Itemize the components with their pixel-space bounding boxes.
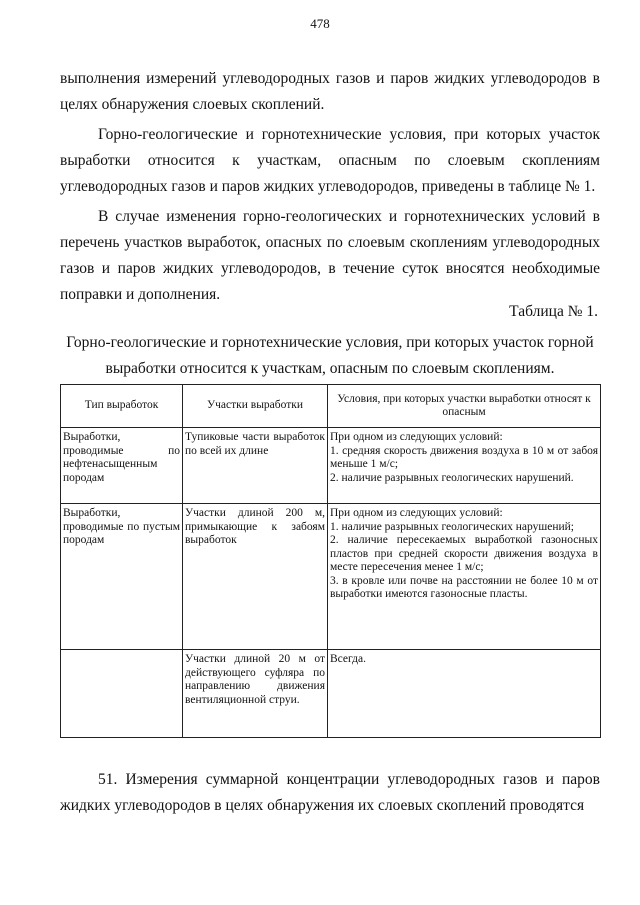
table-row: [61, 650, 601, 738]
paragraph-2: Горно-геологические и горнотехнические условия, при которых участок выработки относится к участкам, опасным по слоевым скоплениям углеводородных газов и паров жидких углеводородов, приведены в таблице № 1.: [60, 126, 600, 195]
condition-line: При одном из следующих условий:: [330, 507, 503, 519]
cell-type: [61, 650, 183, 738]
table-header-row: [61, 385, 601, 428]
cell-conditions: [328, 428, 601, 504]
table-title: Горно-геологические и горнотехнические условия, при которых участок горной выработки относится к участкам, опасным по слоевым скоплениям.: [66, 334, 594, 377]
condition-line: 1. средняя скорость движения воздуха в 10 м от забоя меньше 1 м/с;: [330, 444, 598, 470]
cell-conditions: [328, 504, 601, 650]
cell-conditions: [328, 650, 601, 738]
cell-section: Тупиковые части выработок по всей их длине: [183, 428, 328, 504]
condition-line: 1. наличие разрывных геологических нарушений;: [330, 520, 574, 533]
condition-line: 2. наличие разрывных геологических нарушений.: [330, 471, 574, 484]
cell-section: Участки длиной 20 м от действующего суфляра по направлению движения вентиляционной струи.: [183, 650, 328, 738]
condition-line: 3. в кровле или почве на расстоянии не более 10 м от выработки имеются газоносные пласты.: [330, 574, 598, 600]
header-type: Тип выработок: [61, 385, 183, 428]
condition-line: При одном из следующих условий:: [330, 431, 503, 443]
condition-line: Всегда.: [330, 653, 366, 665]
condition-line: 2. наличие пересекаемых выработкой газоносных пластов при средней скорости движения воздуха в месте пересечения менее 1 м/с;: [330, 534, 598, 573]
conditions-table: [60, 384, 601, 738]
paragraph-1: выполнения измерений углеводородных газов и паров жидких углеводородов в целях обнаружения слоевых скоплений.: [60, 70, 600, 113]
paragraph-3: В случае изменения горно-геологических и горнотехнических условий в перечень участков выработок, опасных по слоевым скоплениям углеводородных газов и паров жидких углеводородов, в течение суток вносятся необходимые поправки и дополнения.: [60, 208, 600, 303]
paragraph-4: 51. Измерения суммарной концентрации углеводородных газов и паров жидких углеводородов в целях обнаружения их слоевых скоплений проводятся: [60, 771, 600, 814]
table-number: Таблица № 1.: [509, 303, 598, 320]
header-conditions: Условия, при которых участки выработки относят к опасным: [328, 385, 601, 428]
table-row: [61, 504, 601, 650]
table-row: [61, 428, 601, 504]
header-section: Участки выработки: [183, 385, 328, 428]
cell-section: Участки длиной 200 м, примыкающие к забоям выработок: [183, 504, 328, 650]
page-number: 478: [310, 16, 330, 31]
cell-type: Выработки, проводимые по нефтенасыщенным породам: [61, 428, 183, 504]
cell-type: Выработки, проводимые по пустым породам: [61, 504, 183, 650]
